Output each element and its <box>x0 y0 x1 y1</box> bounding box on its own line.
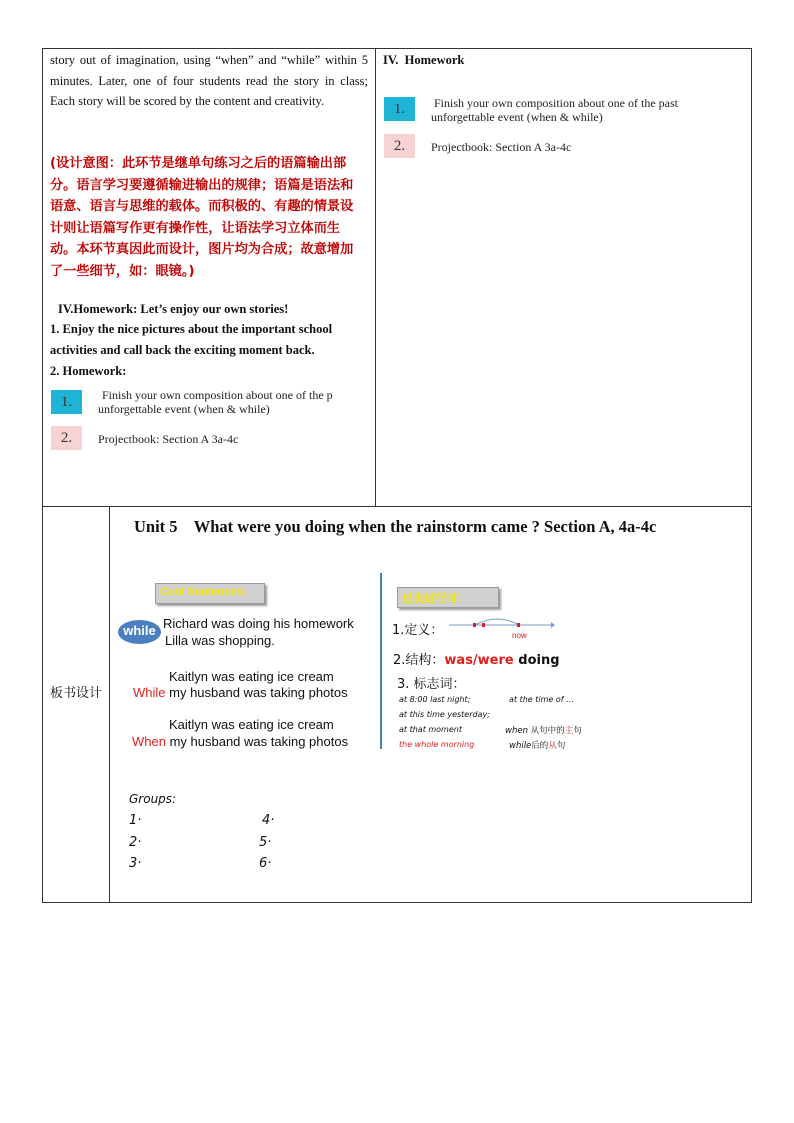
signal-words-label: 3. 标志词： <box>397 677 466 692</box>
sentence-3-keyword: When <box>132 734 166 749</box>
cool-sentences-tag-text: Cool Sentences: <box>160 586 247 598</box>
while-oval-text: while <box>123 623 156 638</box>
sentence-2-keyword: While <box>133 685 166 700</box>
group-3: 3· <box>129 856 142 871</box>
sentence-3-line-1: Kaitlyn was eating ice cream <box>169 717 334 732</box>
groups-label: Groups: <box>129 792 177 806</box>
group-2: 2· <box>129 835 142 850</box>
top-row-divider <box>375 48 376 507</box>
right-homework-item-2-number: 2. <box>384 134 415 158</box>
right-homework-item-1-text-line1: Finish your own composition about one of the past <box>434 96 678 110</box>
right-homework-item-1-text-line2: unforgettable event (when & while) <box>431 110 603 124</box>
signal-1-left: at 8:00 last night; <box>399 695 471 704</box>
definition-label: 1.定义： <box>392 623 444 638</box>
signal-4-right-red: 从 <box>548 741 557 751</box>
signal-4-right-while: while <box>509 741 532 751</box>
signal-4-right-cn: 后的 <box>531 741 549 751</box>
sentence-2-line-2 <box>133 685 348 700</box>
timeline-dot-3 <box>517 623 520 627</box>
while-oval <box>118 620 161 644</box>
structure-line <box>393 649 560 668</box>
signal-4-right-post: 句 <box>556 741 566 751</box>
blackboard-design-label: 板书设计 <box>50 686 103 701</box>
signal-2-left: at this time yesterday; <box>399 710 490 719</box>
past-continuous-tag-text: 过去进行时： <box>402 592 468 605</box>
row-divider <box>42 506 752 507</box>
sentence-3-rest: my husband was taking photos <box>165 734 349 749</box>
cool-sentences-tag <box>155 583 265 604</box>
homework-heading: IV.Homework: Let’s enjoy our own stories! <box>58 302 289 316</box>
activity-paragraph: story out of imagination, using “when” and “while” within 5 minutes. Later, one of four students read the story in class; Each story will be scored by the content and creativity. <box>50 53 368 109</box>
sentence-2-rest: my husband was taking photos <box>165 685 348 700</box>
sentence-2-line-1: Kaitlyn was eating ice cream <box>169 669 334 684</box>
sentence-1-line-1: Richard was doing his homework <box>163 616 354 631</box>
blackboard-divider <box>380 573 382 749</box>
timeline-arrow <box>551 622 555 628</box>
homework-item-2-number: 2. <box>51 426 82 450</box>
signal-3-right <box>505 724 582 736</box>
timeline-now-label: now <box>512 631 527 640</box>
design-intent: (设计意图：此环节是继单句练习之后的语篇输出部分。语言学习要遵循输进输出的规律；语篇是语法和语意、语言与思维的载体。而积极的、有趣的情景设计则让语篇写作更有操作性，让语法学习立体而生动。本环节真因此而设计，图片均为合成；故意增加了一些细节，如：眼镜。) <box>50 156 354 279</box>
sentence-3-line-2 <box>132 734 348 749</box>
blackboard-title: Unit 5 What were you doing when the rainstorm came ? Section A, 4a-4c <box>134 517 657 536</box>
sentence-1-line-2: Lilla was shopping. <box>165 633 275 648</box>
right-homework-heading: IV. Homework <box>383 53 465 67</box>
signal-3-right-red: 主 <box>564 726 574 736</box>
signal-3-right-post: 句 <box>573 726 582 736</box>
structure-was-were: was/were <box>444 653 514 668</box>
group-6: 6· <box>259 856 272 871</box>
past-continuous-tag <box>397 587 499 608</box>
group-4: 4· <box>262 813 275 828</box>
timeline-arc <box>475 619 519 625</box>
label-column-divider <box>109 506 110 903</box>
timeline-graphic <box>447 617 557 643</box>
homework-item-1-text-line1: Finish your own composition about one of the p <box>102 389 333 402</box>
homework-step-2: 2. Homework: <box>50 364 127 378</box>
homework-item-1-text-line2: unforgettable event (when & while) <box>98 402 270 416</box>
timeline-dot-2 <box>482 623 485 627</box>
signal-3-left: at that moment <box>399 725 462 734</box>
structure-label: 2.结构： <box>393 653 445 668</box>
right-homework-item-1-number: 1. <box>384 97 415 121</box>
group-5: 5· <box>259 835 272 850</box>
signal-4-left: the whole morning <box>399 740 475 749</box>
right-homework-item-2-text: Projectbook: Section A 3a-4c <box>431 140 572 154</box>
homework-step-1: 1. Enjoy the nice pictures about the important school activities and call back the exciting moment back. <box>50 322 333 357</box>
signal-4-right <box>509 739 565 751</box>
signal-3-right-cn: 从句中的 <box>530 726 565 736</box>
homework-item-2-text: Projectbook: Section A 3a-4c <box>98 432 239 446</box>
homework-item-1-number: 1. <box>51 390 82 414</box>
structure-doing: doing <box>513 653 560 668</box>
timeline-dot-1 <box>473 623 476 627</box>
signal-3-right-when: when <box>505 726 531 736</box>
signal-1-right: at the time of … <box>509 695 575 704</box>
group-1: 1· <box>129 813 142 828</box>
